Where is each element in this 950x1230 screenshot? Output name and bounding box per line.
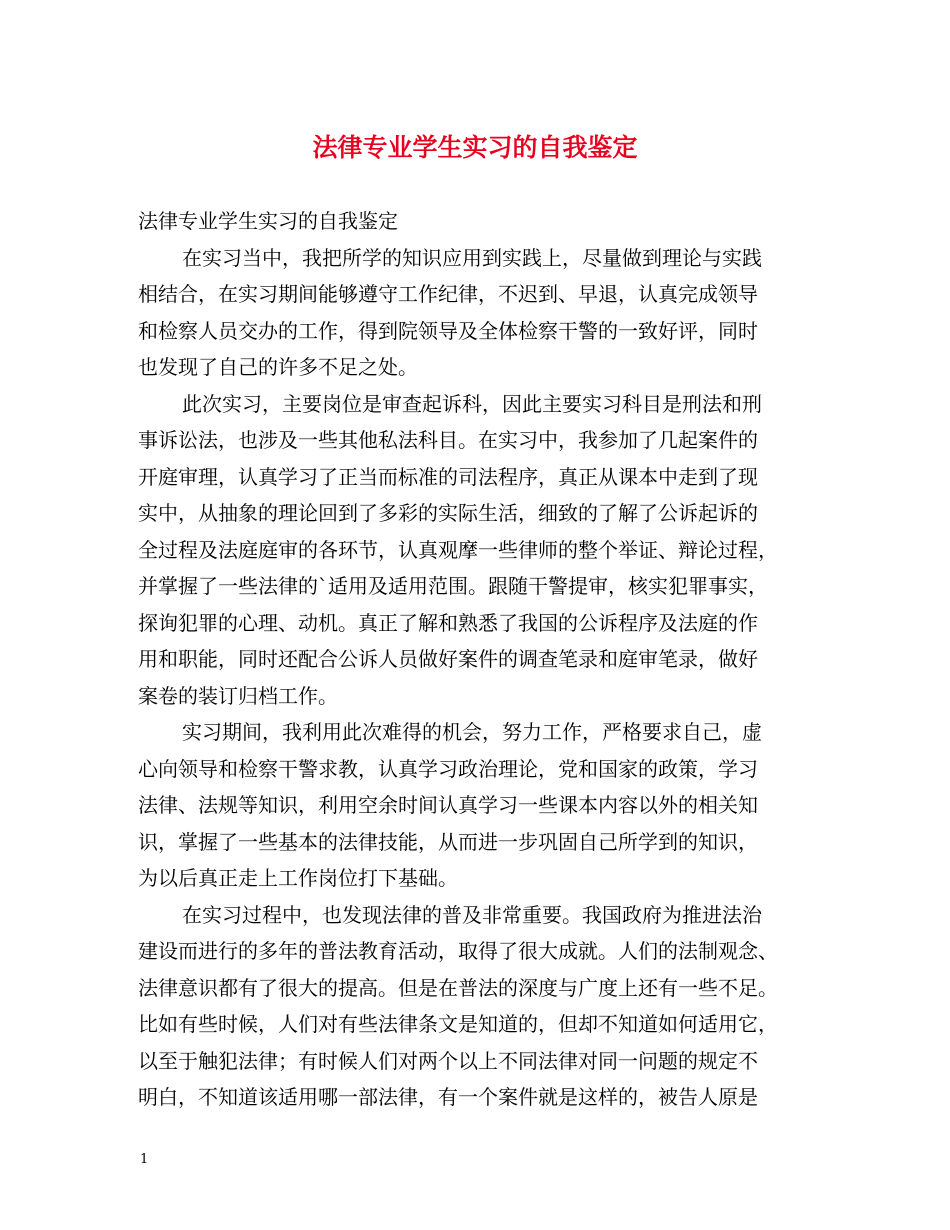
text-line: 相结合，在实习期间能够遵守工作纪律，不迟到、早退，认真完成领导 xyxy=(138,282,758,306)
text-line: 用和职能，同时还配合公诉人员做好案件的调查笔录和庭审笔录，做好 xyxy=(138,647,758,671)
text-line: 开庭审理，认真学习了正当而标准的司法程序，真正从课本中走到了现 xyxy=(138,464,758,489)
text-line: 并掌握了一些法律的`适用及适用范围。跟随干警提审，核实犯罪事实， xyxy=(138,574,768,598)
text-line: 在实习过程中，也发现法律的普及非常重要。我国政府为推进法治 xyxy=(182,902,762,927)
text-line: 为以后真正走上工作岗位打下基础。 xyxy=(138,866,458,890)
text-line: 以至于触犯法律；有时候人们对两个以上不同法律对同一问题的规定不 xyxy=(138,1048,758,1073)
text-line: 事诉讼法，也涉及一些其他私法科目。在实习中，我参加了几起案件的 xyxy=(138,428,758,452)
text-line: 全过程及法庭庭审的各环节，认真观摩一些律师的整个举证、辩论过程， xyxy=(138,537,778,562)
text-line: 此次实习，主要岗位是审查起诉科，因此主要实习科目是刑法和刑 xyxy=(182,391,762,416)
document-body xyxy=(138,203,818,1116)
text-line: 识，掌握了一些基本的法律技能，从而进一步巩固自己所学到的知识， xyxy=(138,829,758,854)
text-line: 心向领导和检察干警求教，认真学习政治理论，党和国家的政策，学习 xyxy=(138,756,758,781)
text-line: 法律专业学生实习的自我鉴定 xyxy=(138,209,398,233)
text-line: 在实习当中，我把所学的知识应用到实践上，尽量做到理论与实践 xyxy=(182,245,762,270)
text-line: 和检察人员交办的工作，得到院领导及全体检察干警的一致好评，同时 xyxy=(138,318,758,343)
text-line: 建设而进行的多年的普法教育活动，取得了很大成就。人们的法制观念、 xyxy=(138,939,778,963)
text-line: 案卷的装订归档工作。 xyxy=(138,683,338,708)
page-number: 1 xyxy=(140,1152,149,1167)
text-line: 也发现了自己的许多不足之处。 xyxy=(138,355,418,379)
document-title: 法律专业学生实习的自我鉴定 xyxy=(312,133,638,162)
text-line: 法律、法规等知识，利用空余时间认真学习一些课本内容以外的相关知 xyxy=(138,793,758,817)
text-line: 明白，不知道该适用哪一部法律，有一个案件就是这样的，被告人原是 xyxy=(138,1085,758,1109)
text-line: 比如有些时候，人们对有些法律条文是知道的，但却不知道如何适用它， xyxy=(138,1012,778,1036)
text-line: 法律意识都有了很大的提高。但是在普法的深度与广度上还有一些不足。 xyxy=(138,975,778,1000)
text-line: 探询犯罪的心理、动机。真正了解和熟悉了我国的公诉程序及法庭的作 xyxy=(138,610,758,635)
text-line: 实中，从抽象的理论回到了多彩的实际生活，细致的了解了公诉起诉的 xyxy=(138,501,758,525)
text-line: 实习期间，我利用此次难得的机会，努力工作，严格要求自己，虚 xyxy=(182,720,762,744)
